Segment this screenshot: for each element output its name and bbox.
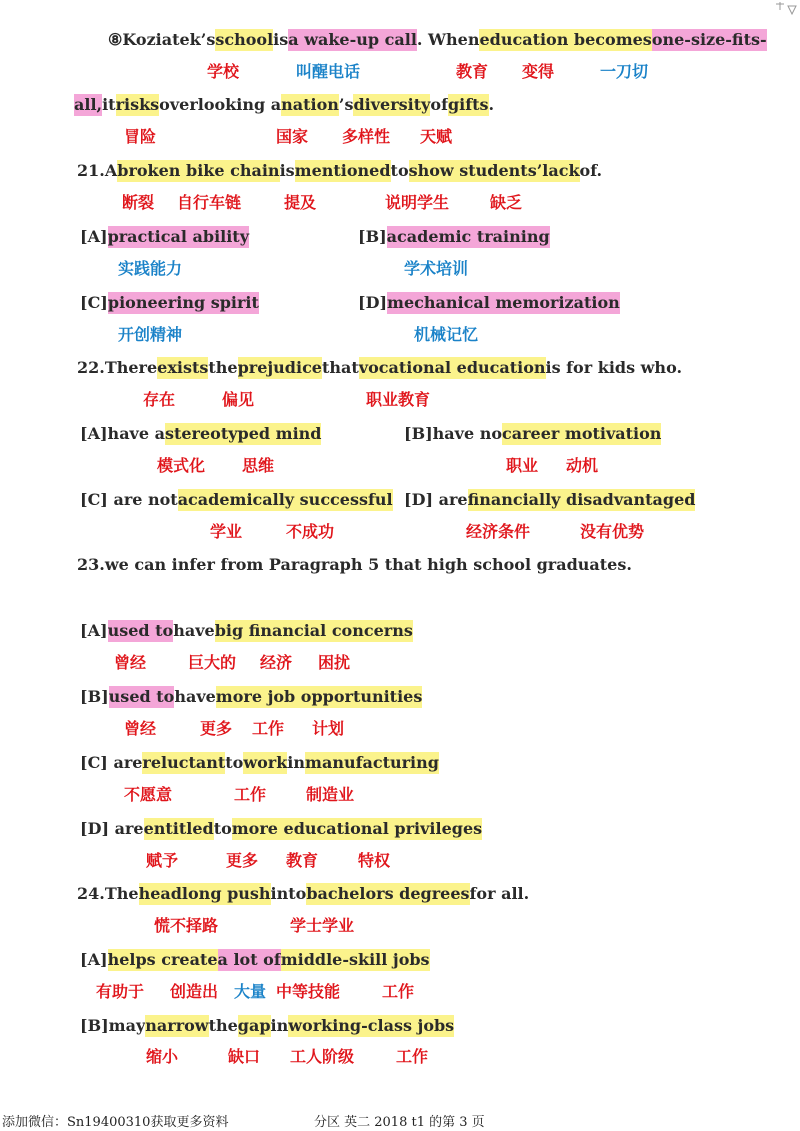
note-diversity: 多样性: [342, 127, 391, 146]
note-vocational-education: 职业教育: [366, 390, 431, 409]
highlight-entitled: entitled: [143, 819, 214, 838]
passage-line-2: [74, 94, 494, 116]
option-text: [A]have a: [80, 424, 165, 443]
highlight-narrow: narrow: [145, 1016, 209, 1035]
text-segment: it: [102, 95, 116, 114]
q23-option-b[interactable]: [80, 686, 422, 708]
note-mentioned: 提及: [284, 193, 317, 212]
text-segment: 22.There: [77, 358, 158, 377]
note-stereotyped: 模式化: [157, 456, 206, 475]
q21-option-d[interactable]: [358, 292, 620, 314]
note-work: 工作: [396, 1047, 429, 1066]
corner-mark-icon: [772, 0, 800, 20]
note-academically: 学业: [210, 522, 243, 541]
note-bachelors: 学士学业: [290, 916, 355, 935]
note-plan: 计划: [312, 719, 345, 738]
note-disadvantaged: 没有优势: [580, 522, 645, 541]
q23-option-c[interactable]: [80, 752, 439, 774]
highlight-working-class-jobs: working-class jobs: [288, 1016, 455, 1035]
footer-page-number: 分区 英二 2018 t1 的第 3 页: [314, 1115, 485, 1130]
option-label: [A]: [80, 227, 108, 246]
text-segment: into: [270, 884, 307, 903]
q22-option-a[interactable]: [80, 423, 321, 445]
note-motivation: 动机: [566, 456, 599, 475]
q22-option-d[interactable]: [404, 489, 695, 511]
option-label: [D]: [358, 293, 388, 312]
option-label: [C]: [80, 293, 108, 312]
note-working-class: 工人阶级: [290, 1047, 355, 1066]
note-gap: 缺口: [228, 1047, 261, 1066]
note-gifts: 天赋: [420, 127, 453, 146]
note-narrow: 缩小: [146, 1047, 179, 1066]
note-prejudice: 偏见: [222, 390, 255, 409]
note-financial: 经济: [260, 653, 293, 672]
option-text: [B]have no: [404, 424, 503, 443]
text-segment: is: [273, 30, 289, 49]
highlight-manufacturing: manufacturing: [305, 753, 439, 772]
text-segment: the: [208, 358, 238, 377]
note-used-to: 曾经: [124, 719, 157, 738]
option-text: [D] are: [404, 490, 468, 509]
text-segment: for all.: [469, 884, 530, 903]
highlight-risks: risks: [115, 95, 160, 114]
option-label: [A]: [80, 950, 108, 969]
highlight-gifts: gifts: [447, 95, 489, 114]
note-bike-chain: 自行车链: [177, 193, 242, 212]
note-wake-up-call: 叫醒电话: [296, 62, 361, 81]
note-mechanical-memorization: 机械记忆: [414, 325, 479, 344]
highlight-work: work: [243, 753, 288, 772]
note-more: 更多: [226, 851, 259, 870]
highlight-broken-bike-chain: broken bike chain: [117, 161, 280, 180]
highlight-used-to: used to: [108, 687, 175, 706]
option-text: [B]may: [80, 1016, 146, 1035]
text-segment: 21.A: [77, 161, 118, 180]
note-helps: 有助于: [96, 982, 145, 1001]
note-financial-condition: 经济条件: [466, 522, 531, 541]
note-jobs: 工作: [382, 982, 415, 1001]
text-segment: to: [213, 819, 232, 838]
note-entitled: 赋予: [146, 851, 179, 870]
option-text: [B]: [80, 687, 109, 706]
note-concerns: 困扰: [318, 653, 351, 672]
highlight-a-lot-of: a lot of: [217, 950, 281, 969]
highlight-show-students: show students’: [408, 161, 543, 180]
option-text: [C] are: [80, 753, 143, 772]
highlight-financially-disadvantaged: financially disadvantaged: [467, 490, 696, 509]
highlight-helps-create: helps create: [107, 950, 218, 969]
note-headlong: 慌不择路: [154, 916, 219, 935]
note-lack: 缺乏: [490, 193, 523, 212]
text-segment: ’s: [338, 95, 354, 114]
text-segment: have: [173, 621, 215, 640]
note-pioneering-spirit: 开创精神: [118, 325, 183, 344]
note-middle-skill: 中等技能: [276, 982, 341, 1001]
note-educational: 教育: [286, 851, 319, 870]
text-segment: of.: [579, 161, 603, 180]
note-used-to: 曾经: [114, 653, 147, 672]
note-school: 学校: [207, 62, 240, 81]
highlight-diversity: diversity: [353, 95, 431, 114]
note-one-size-fits-all: 一刀切: [600, 62, 649, 81]
highlight-career-motivation: career motivation: [502, 424, 662, 443]
text-segment: ⑧Koziatek’s: [108, 30, 216, 49]
highlight-all: all,: [74, 95, 103, 114]
note-a-lot-of: 大量: [234, 982, 267, 1001]
q22-stem: [77, 357, 682, 379]
option-text: [C] are not: [80, 490, 178, 509]
highlight-mentioned: mentioned: [294, 161, 391, 180]
q24-stem: [77, 883, 529, 905]
note-education: 教育: [456, 62, 489, 81]
note-show-students: 说明学生: [385, 193, 450, 212]
option-label: [B]: [358, 227, 387, 246]
text-segment: 24.The: [77, 884, 139, 903]
q23-option-d[interactable]: [80, 818, 482, 840]
q22-option-c[interactable]: [80, 489, 393, 511]
highlight-academically-successful: academically successful: [177, 490, 393, 509]
highlight-stereotyped-mind: stereotyped mind: [164, 424, 322, 443]
highlight-vocational-education: vocational education: [358, 358, 546, 377]
highlight-pioneering-spirit: pioneering spirit: [107, 293, 259, 312]
highlight-school: school: [215, 30, 274, 49]
highlight-big-financial-concerns: big financial concerns: [214, 621, 413, 640]
q23-stem: 23.we can infer from Paragraph 5 that high school graduates.: [77, 555, 632, 574]
text-segment: have: [174, 687, 216, 706]
note-manufacturing: 制造业: [306, 785, 355, 804]
note-broken: 断裂: [122, 193, 155, 212]
q21-stem: [77, 160, 602, 182]
text-segment: is for kids who.: [545, 358, 683, 377]
highlight-mechanical-memorization: mechanical memorization: [387, 293, 620, 312]
q24-option-a[interactable]: [80, 949, 430, 971]
footer-wechat-note: 添加微信：Sn19400310获取更多资料: [2, 1115, 229, 1130]
option-text: [A]: [80, 621, 108, 640]
text-segment: .: [488, 95, 495, 114]
highlight-exists: exists: [157, 358, 209, 377]
note-work: 工作: [234, 785, 267, 804]
note-reluctant: 不愿意: [124, 785, 173, 804]
highlight-one-size-fits: one-size-fits-: [651, 30, 767, 49]
text-segment: to: [390, 161, 409, 180]
note-risks: 冒险: [124, 127, 157, 146]
note-academic-training: 学术培训: [404, 259, 469, 278]
q22-option-b[interactable]: [404, 423, 661, 445]
note-create: 创造出: [170, 982, 219, 1001]
q21-option-a[interactable]: [80, 226, 249, 248]
note-mind: 思维: [242, 456, 275, 475]
note-nation: 国家: [276, 127, 309, 146]
text-segment: of: [430, 95, 448, 114]
q21-option-b[interactable]: [358, 226, 550, 248]
q21-option-c[interactable]: [80, 292, 259, 314]
note-career: 职业: [506, 456, 539, 475]
text-segment: overlooking a: [159, 95, 282, 114]
highlight-nation: nation: [281, 95, 339, 114]
highlight-practical-ability: practical ability: [107, 227, 249, 246]
note-not-successful: 不成功: [286, 522, 335, 541]
highlight-prejudice: prejudice: [237, 358, 322, 377]
text-segment: . When: [416, 30, 480, 49]
highlight-gap: gap: [237, 1016, 271, 1035]
highlight-more-job-opportunities: more job opportunities: [215, 687, 423, 706]
note-more: 更多: [200, 719, 233, 738]
highlight-education-becomes: education becomes: [479, 30, 652, 49]
highlight-lack: lack: [542, 161, 580, 180]
highlight-headlong-push: headlong push: [138, 884, 271, 903]
q24-option-b[interactable]: [80, 1015, 454, 1037]
note-big: 巨大的: [188, 653, 237, 672]
highlight-wake-up-call: a wake-up call: [288, 30, 417, 49]
highlight-academic-training: academic training: [386, 227, 550, 246]
text-segment: that: [321, 358, 359, 377]
highlight-reluctant: reluctant: [142, 753, 226, 772]
text-segment: is: [279, 161, 295, 180]
note-privileges: 特权: [358, 851, 391, 870]
q23-option-a[interactable]: [80, 620, 413, 642]
highlight-middle-skill-jobs: middle-skill jobs: [280, 950, 430, 969]
option-text: [D] are: [80, 819, 144, 838]
text-segment: in: [270, 1016, 289, 1035]
text-segment: to: [225, 753, 244, 772]
highlight-used-to: used to: [107, 621, 174, 640]
text-segment: the: [208, 1016, 238, 1035]
note-practical-ability: 实践能力: [118, 259, 183, 278]
text-segment: in: [287, 753, 306, 772]
note-job: 工作: [252, 719, 285, 738]
passage-line-1: [108, 29, 767, 51]
highlight-more-educational-privileges: more educational privileges: [231, 819, 483, 838]
note-becomes: 变得: [522, 62, 555, 81]
note-exists: 存在: [143, 390, 176, 409]
highlight-bachelors-degrees: bachelors degrees: [306, 884, 470, 903]
